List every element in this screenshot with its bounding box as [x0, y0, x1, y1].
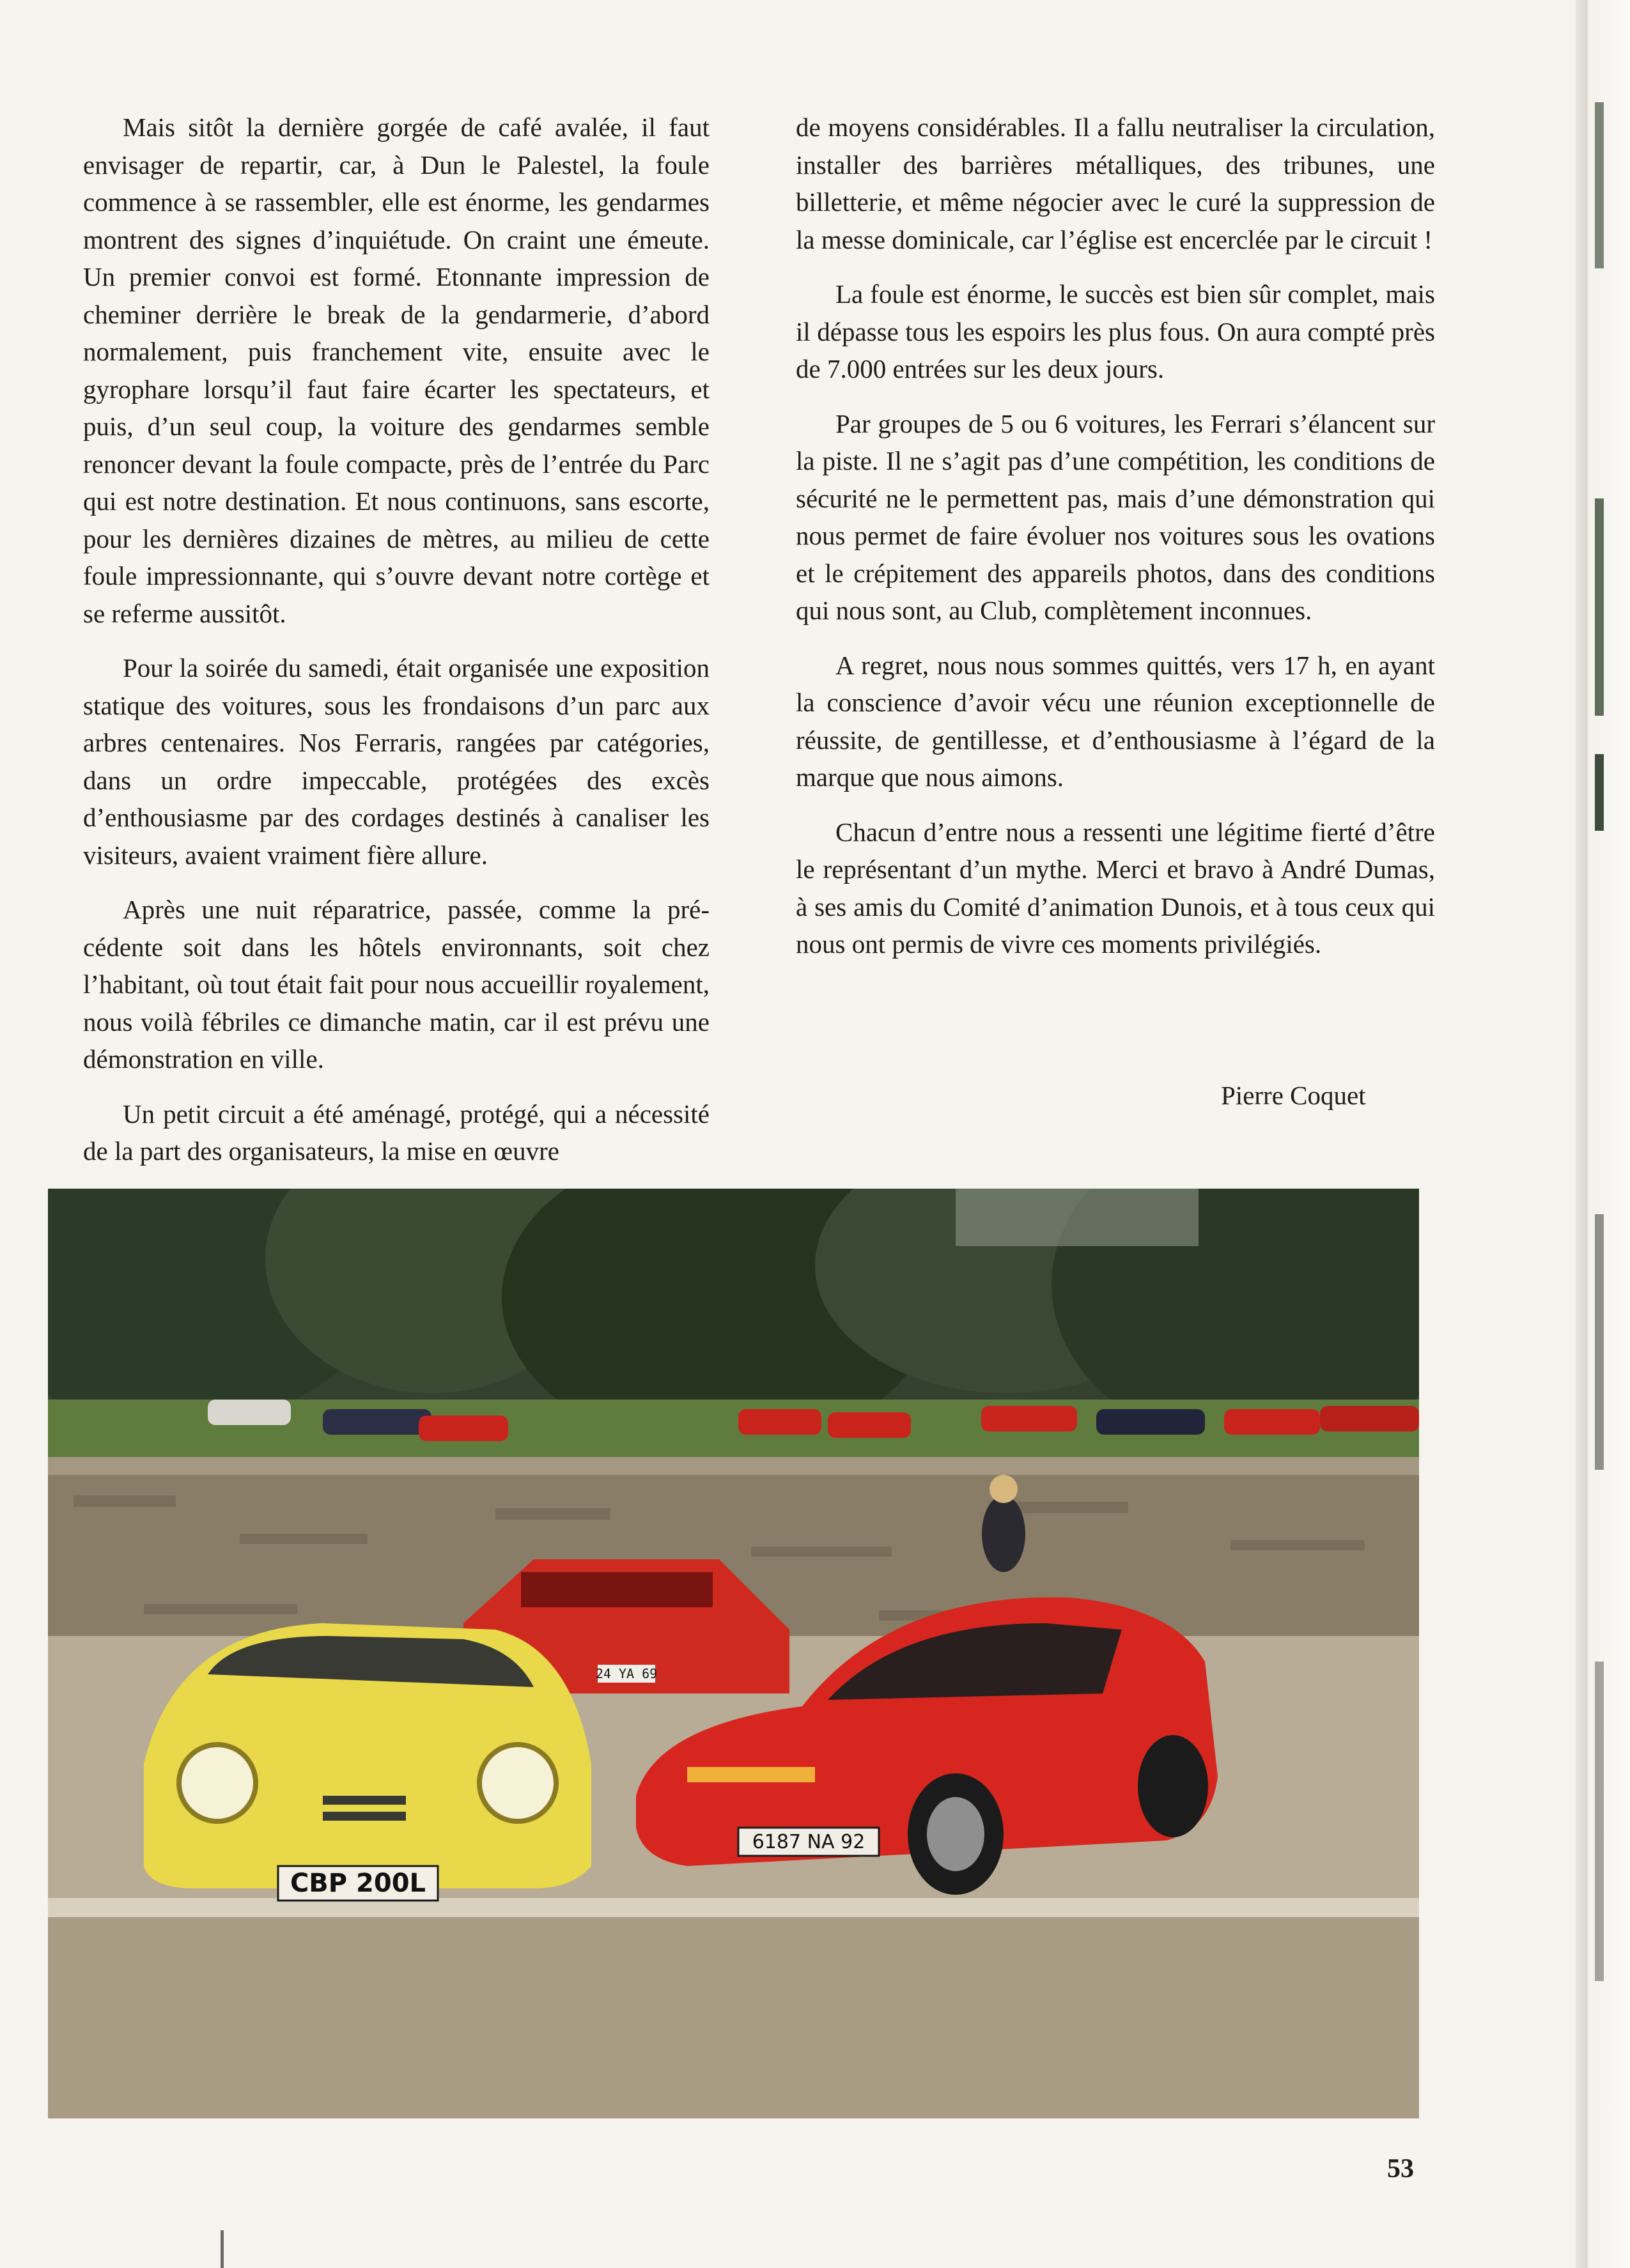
paragraph: Mais sitôt la dernière gorgée de café avalée, il faut envisager de repartir, car, à Dun le Palestel, la foule commence à se rassembler, elle est énorme, les gendarmes montrent des signes d’inquiétude. On craint une émeute. Un premier convoi est formé. Etonnante impression de cheminer derrière le break de la gendarmerie, d’abord normalement, puis franchement vite, ensuite avec le gyrophare lorsqu’il faut faire écarter les spectateurs, et puis, d’un seul coup, la voiture des gendarmes semble renoncer devant la foule compacte, près de l’entrée du Parc qui est notre destination. Et nous continuons, sans escorte, pour les dernières dizaines de mètres, au milieu de cette foule impressionnante, qui s’ouvre devant notre cortège et se referme aussitôt.: [83, 112, 710, 628]
scan-mark: [221, 2230, 224, 2268]
license-plate-f40: 24 YA 69: [595, 1666, 658, 1681]
ferrari-photo: [48, 1189, 1419, 2118]
paragraph: Après une nuit réparatrice, passée, comme la précédente soit dans les hôtels environnants, soit chez l’habitant, où tout était fait pour nous accueillir royalement, nous voilà fébriles ce dimanche matin, car il est prévu une démonstration en ville.: [83, 895, 710, 1074]
paragraph: Chacun d’entre nous a ressenti une légitime fierté d’être le représentant d’un mythe. Merci et bravo à André Dumas, à ses amis du Comité d’animation Dunois, et à tous ceux qui nous ont permis de vivre ces moments privilégiés.: [796, 817, 1435, 959]
license-plate-gto: 6187 NA 92: [752, 1831, 865, 1853]
paragraph: Un petit circuit a été aménagé, protégé, qui a nécessité de la part des organisateurs, la mise en œuvre: [83, 1099, 710, 1166]
photo-illustration: [48, 1189, 1419, 2118]
yellow-dino-car: [144, 1623, 591, 1901]
paragraph: A regret, nous nous sommes quittés, vers 17 h, en ayant la conscience d’avoir vécu une réunion exceptionnelle de réussite, de gentillesse, et d’enthousiasme à l’égard de la marque que nous aimons.: [796, 650, 1435, 792]
left-text-column: [83, 109, 710, 1187]
paragraph: Pour la soirée du samedi, était organisée une exposition statique des voitures, sous les frondaisons d’un parc aux arbres centenaires. Nos Ferraris, rangées par catégories, dans un ordre impeccable, protégées des excès d’enthousiasme par des cordages destinés à canaliser les visiteurs, avaient vraiment fière allure.: [83, 653, 710, 870]
paragraph: de moyens considérables. Il a fallu neutraliser la circulation, installer des barrières métalliques, des tribunes, une billetterie, et même négocier avec le curé la suppression de la messe dominicale, car l’église est encerclée par le circuit !: [796, 112, 1435, 254]
right-text-column: [796, 109, 1435, 980]
page-number: 53: [1387, 2154, 1414, 2184]
license-plate-dino: CBP 200L: [290, 1869, 426, 1898]
paragraph: Par groupes de 5 ou 6 voitures, les Ferrari s’élancent sur la piste. Il ne s’agit pas d’une compétition, les conditions de sécurité ne le permettent pas, mais d’une démonstration qui nous permet de faire évoluer nos voitures sous les ovations et le crépitement des appareils photos, dans des conditions qui nous sont, au Club, complètement inconnues.: [796, 408, 1435, 625]
next-page-edge: [1576, 0, 1630, 2268]
author-signature: Pierre Coquet: [1221, 1081, 1366, 1110]
paragraph: La foule est énorme, le succès est bien sûr complet, mais il dépasse tous les espoirs les plus fous. On aura compté près de 7.000 entrées sur les deux jours.: [796, 279, 1435, 383]
